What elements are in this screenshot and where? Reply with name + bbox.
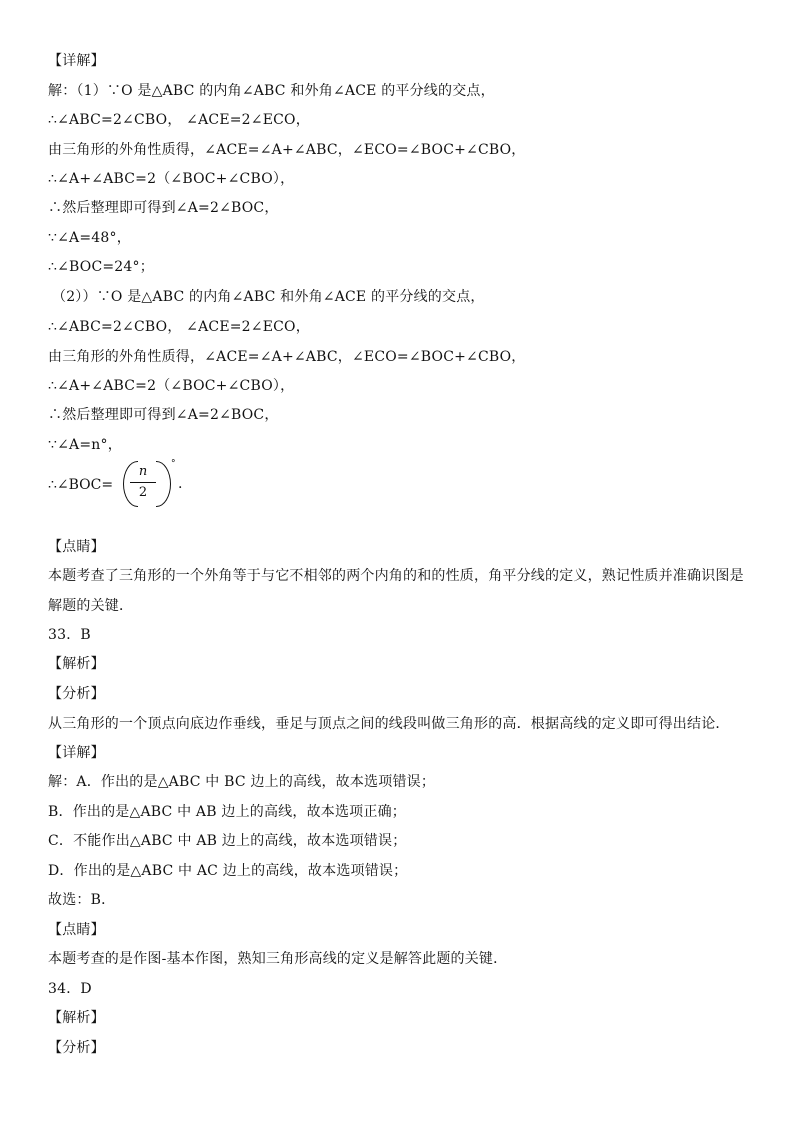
text-line: ∴∠BOC=24°；: [48, 259, 154, 275]
text-line: 本题考查了三角形的一个外角等于与它不相邻的两个内角的和的性质，角平分线的定义，熟记性质并准确识图是: [48, 568, 744, 584]
text-line: ∵∠A=n°，: [48, 437, 122, 453]
fraction-denominator: 2: [138, 485, 148, 500]
section-heading-detail: 【详解】: [48, 53, 105, 69]
text-line: 解题的关键．: [48, 598, 134, 614]
section-heading-analysis: 【解析】: [48, 1010, 105, 1026]
section-heading-analysis: 【解析】: [48, 656, 105, 672]
section-heading-breakdown: 【分析】: [48, 1040, 105, 1056]
text-line: D．作出的是△ABC 中 AC 边上的高线，故本选项错误；: [48, 863, 408, 879]
text-line: C．不能作出△ABC 中 AB 边上的高线，故本选项错误；: [48, 833, 407, 849]
text-line: B．作出的是△ABC 中 AB 边上的高线，故本选项正确；: [48, 804, 406, 820]
section-heading-comment: 【点睛】: [48, 922, 105, 938]
text-line: 由三角形的外角性质得，∠ACE=∠A+∠ABC，∠ECO=∠BOC+∠CBO，: [48, 349, 526, 365]
fraction-numerator: n: [130, 462, 156, 483]
text-line: 解：A．作出的是△ABC 中 BC 边上的高线，故本选项错误；: [48, 774, 436, 790]
text-line: ∴∠A+∠ABC=2（∠BOC+∠CBO），: [48, 378, 295, 394]
text-line: 由三角形的外角性质得，∠ACE=∠A+∠ABC，∠ECO=∠BOC+∠CBO，: [48, 142, 526, 158]
text-line: 解：（1）∵O 是△ABC 的内角∠ABC 和外角∠ACE 的平分线的交点，: [48, 83, 495, 99]
text-line: 本题考查的是作图-基本作图，熟知三角形高线的定义是解答此题的关键．: [48, 951, 508, 967]
question-answer: 34．D: [48, 981, 92, 997]
fraction: [130, 462, 156, 503]
formula-prefix: ∴∠BOC=: [48, 477, 114, 493]
text-line: （2））∵O 是△ABC 的内角∠ABC 和外角∠ACE 的平分线的交点，: [52, 289, 485, 305]
section-heading-breakdown: 【分析】: [48, 686, 105, 702]
text-line: 从三角形的一个顶点向底边作垂线，垂足与顶点之间的线段叫做三角形的高．根据高线的定义即可得出结论．: [48, 716, 730, 732]
text-line: 故选：B．: [48, 892, 116, 908]
text-line: ∴∠A+∠ABC=2（∠BOC+∠CBO），: [48, 171, 295, 187]
question-answer: 33．B: [48, 627, 91, 643]
text-line: ∴∠ABC=2∠CBO， ∠ACE=2∠ECO，: [48, 319, 310, 335]
formula-suffix: .: [178, 476, 183, 492]
text-line: ∴然后整理即可得到∠A=2∠BOC，: [48, 200, 279, 216]
text-line: ∴∠ABC=2∠CBO， ∠ACE=2∠ECO，: [48, 112, 310, 128]
degree-superscript: °: [171, 459, 176, 469]
section-heading-comment: 【点睛】: [48, 539, 105, 555]
section-heading-detail: 【详解】: [48, 745, 105, 761]
text-line: ∴然后整理即可得到∠A=2∠BOC，: [48, 407, 279, 423]
text-line: ∵∠A=48°，: [48, 230, 131, 246]
